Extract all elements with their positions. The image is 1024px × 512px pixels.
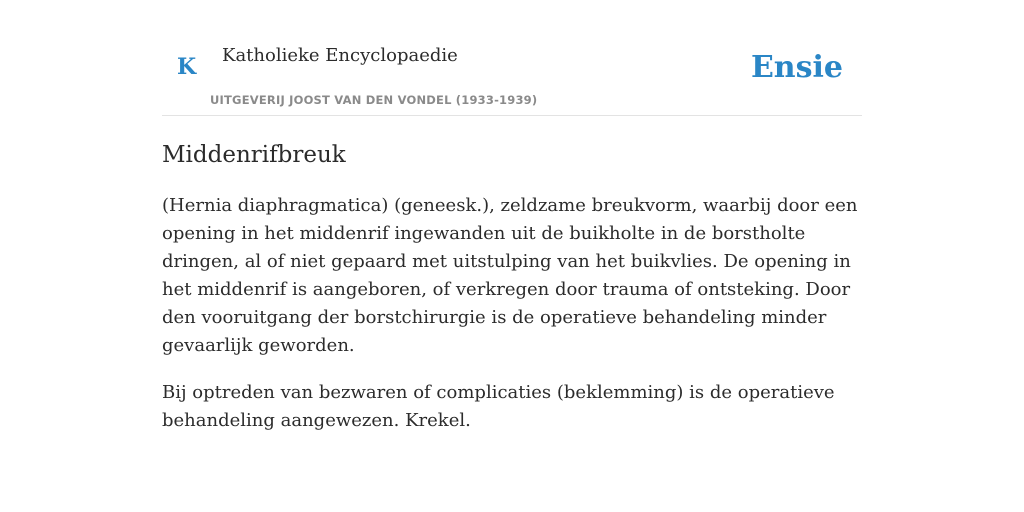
entry-paragraph: (Hernia diaphragmatica) (geneesk.), zeldzame breukvorm, waarbij door een opening in het middenrif ingewanden uit de buikholte in de borstholte dringen, al of niet gepaard met uitstulping van het buikvlies. De opening in het middenrif is aangeboren, of verkregen door trauma of ontsteking. Door den vooruitgang der borstchirurgie is de operatieve behandeling minder gevaarlijk geworden. [162,195,858,356]
encyclopedia-logo[interactable]: K [177,54,197,80]
book-title[interactable]: Katholieke Encyclopaedie [222,45,458,66]
ensie-logo[interactable]: Ensie [750,50,843,85]
entry-title: Middenrifbreuk [162,142,346,168]
publisher-label: UITGEVERIJ JOOST VAN DEN VONDEL (1933-1939) [210,93,538,107]
header [162,0,862,116]
entry-paragraph: Bij optreden van bezwaren of complicaties (beklemming) is de operatieve behandeling aangewezen. Krekel. [162,382,835,431]
page [162,0,862,435]
